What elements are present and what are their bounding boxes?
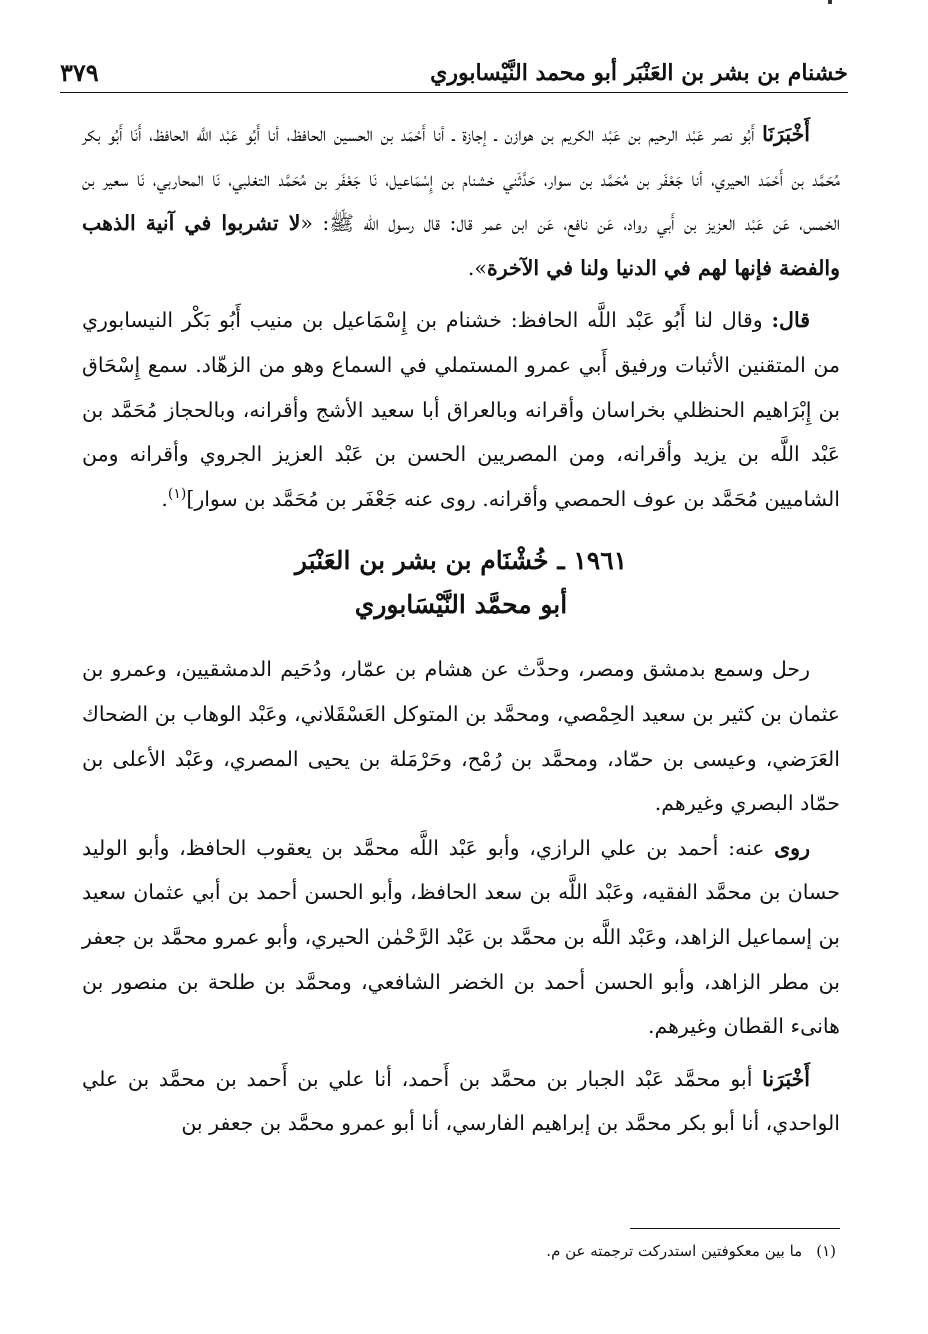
entry-heading-line-2: أبو محمَّد النَّيْسَابوري — [354, 590, 568, 620]
paragraph-lead: قال: — [771, 308, 810, 333]
paragraph-text: عنه: أحمد بن علي الرازي، وأبو عَبْد اللَّه محمَّد بن يعقوب الحافظ، وأبو الوليد حسان بن محمَّد الفقيه، وعَبْد اللَّه بن سعد الحافظ، وأبو الحسن أحمد بن أبي عثمان سعيد بن إسماعيل الزاهد، وعَبْد اللَّه بن محمَّد بن عَبْد الرَّحْمٰن الحيري، وأبو عمرو محمَّد بن جعفر بن مطر الزاهد، وأبو الحسن أحمد بن الخضر الشافعي، ومحمَّد بن طلحة بن منصور بن هانىء القطان وغيرهم. — [82, 835, 840, 1039]
running-header — [60, 58, 848, 93]
paragraph-tail: . — [161, 486, 168, 511]
paragraph-text: أبو محمَّد عَبْد الجبار بن محمَّد بن أَحمد، أنا علي بن أَحمد بن محمَّد بن علي الواحدي، أنا أبو بكر محمَّد بن إبراهيم الفارسي، أنا أبو عمرو محمَّد بن جعفر بن — [82, 1066, 840, 1136]
footnote-reference[interactable]: (١) — [167, 485, 187, 502]
page-number: ٣٧٩ — [60, 58, 99, 87]
entry-heading — [82, 539, 840, 627]
paragraph-isnad-2 — [82, 1057, 840, 1146]
footnote-divider — [630, 1228, 840, 1229]
paragraph-travels — [82, 647, 840, 825]
paragraph-text: وقال لنا أَبُو عَبْد اللَّه الحافظ: خشنام بن إِسْمَاعيل بن منيب أَبُو بَكْر النيسابوري من المتقنين الأثبات ورفيق أَبي عمرو المستملي في السماع وهو من الزهّاد. سمع إِسْحَاق بن إِبْرَاهيم الحنظلي بخراسان وأقرانه وبالعراق أبا سعيد الأشج وأقرانه، وبالحجاز مُحَمَّد بن عَبْد اللَّه بن يزيد وأقرانه، ومن المصريين الحسن بن عَبْد العزيز الجروي وأقرانه ومن الشاميين مُحَمَّد بن عوف الحمصي وأقرانه. روى عنه جَعْفَر بن مُحَمَّد بن سوار] — [82, 308, 840, 511]
paragraph-tail: ». — [467, 255, 487, 280]
paragraph-biography-1 — [82, 298, 840, 521]
paragraph-narrators — [82, 826, 840, 1049]
paragraph-text: رحل وسمع بدمشق ومصر، وحدَّث عن هشام بن عمّار، ودُحَيم الدمشقيين، وعمرو بن عثمان بن كثير بن سعيد الحِمْصي، ومحمَّد بن المتوكل العَسْقَلاني، وعَبْد الوهاب بن الضحاك العَرَضي، وعيسى بن حمّاد، ومحمَّد بن رُمْح، وحَرْمَلة بن يحيى المصري، وعَبْد الأعلى بن حمّاد البصري وغيرهم. — [82, 657, 840, 816]
footnote-text: ما بين معكوفتين استدركت ترجمته عن م. — [546, 1242, 803, 1260]
header-title: خشنام بن بشر بن العَنْبَر أبو محمد النَّيْسابوري — [430, 60, 848, 86]
entry-heading-line-1: ١٩٦١ ـ خُشْنَام بن بشر بن العَنْبَر — [294, 546, 628, 576]
paragraph-isnad-1 — [82, 112, 840, 290]
main-text — [82, 112, 840, 1146]
hadith-text: لا تشربوا في آنية الذهب والفضة فإنها لهم في الدنيا ولنا في الآخرة — [82, 211, 840, 280]
paragraph-text: أَبُو نصر عَبْد الرحيم بن عَبْد الكريم بن هوازن ـ إجازة ـ أنا أَحْمَد بن الحسين الحافظ، أنا أَبُو عَبْد اللَّه الحافظ، أَنَا أَبُو بكر مُحَمَّد بن أَحْمَد الحيري، أنا جَعْفَر بن مُحَمَّد بن سوار، حَدَّثَني خشنام بن إِسْمَاعيل، نَا جَعْفَر بن مُحَمَّد التغلبي، نَا المحاربي، نَا سعير بن الخمس، عَن عَبْد العزيز بن أَبي رواد، عَن نافع، عَن ابن عمر قال: قال رسول الله ﷺ: « — [82, 122, 840, 236]
paragraph-lead: أَخْبَرَنَا — [762, 122, 810, 146]
footnote-number: (١) — [816, 1242, 836, 1260]
footnote — [82, 1238, 836, 1264]
paragraph-lead: أَخْبَرَنا — [762, 1066, 810, 1091]
scan-speck — [828, 0, 832, 4]
paragraph-lead: روى — [774, 835, 810, 860]
